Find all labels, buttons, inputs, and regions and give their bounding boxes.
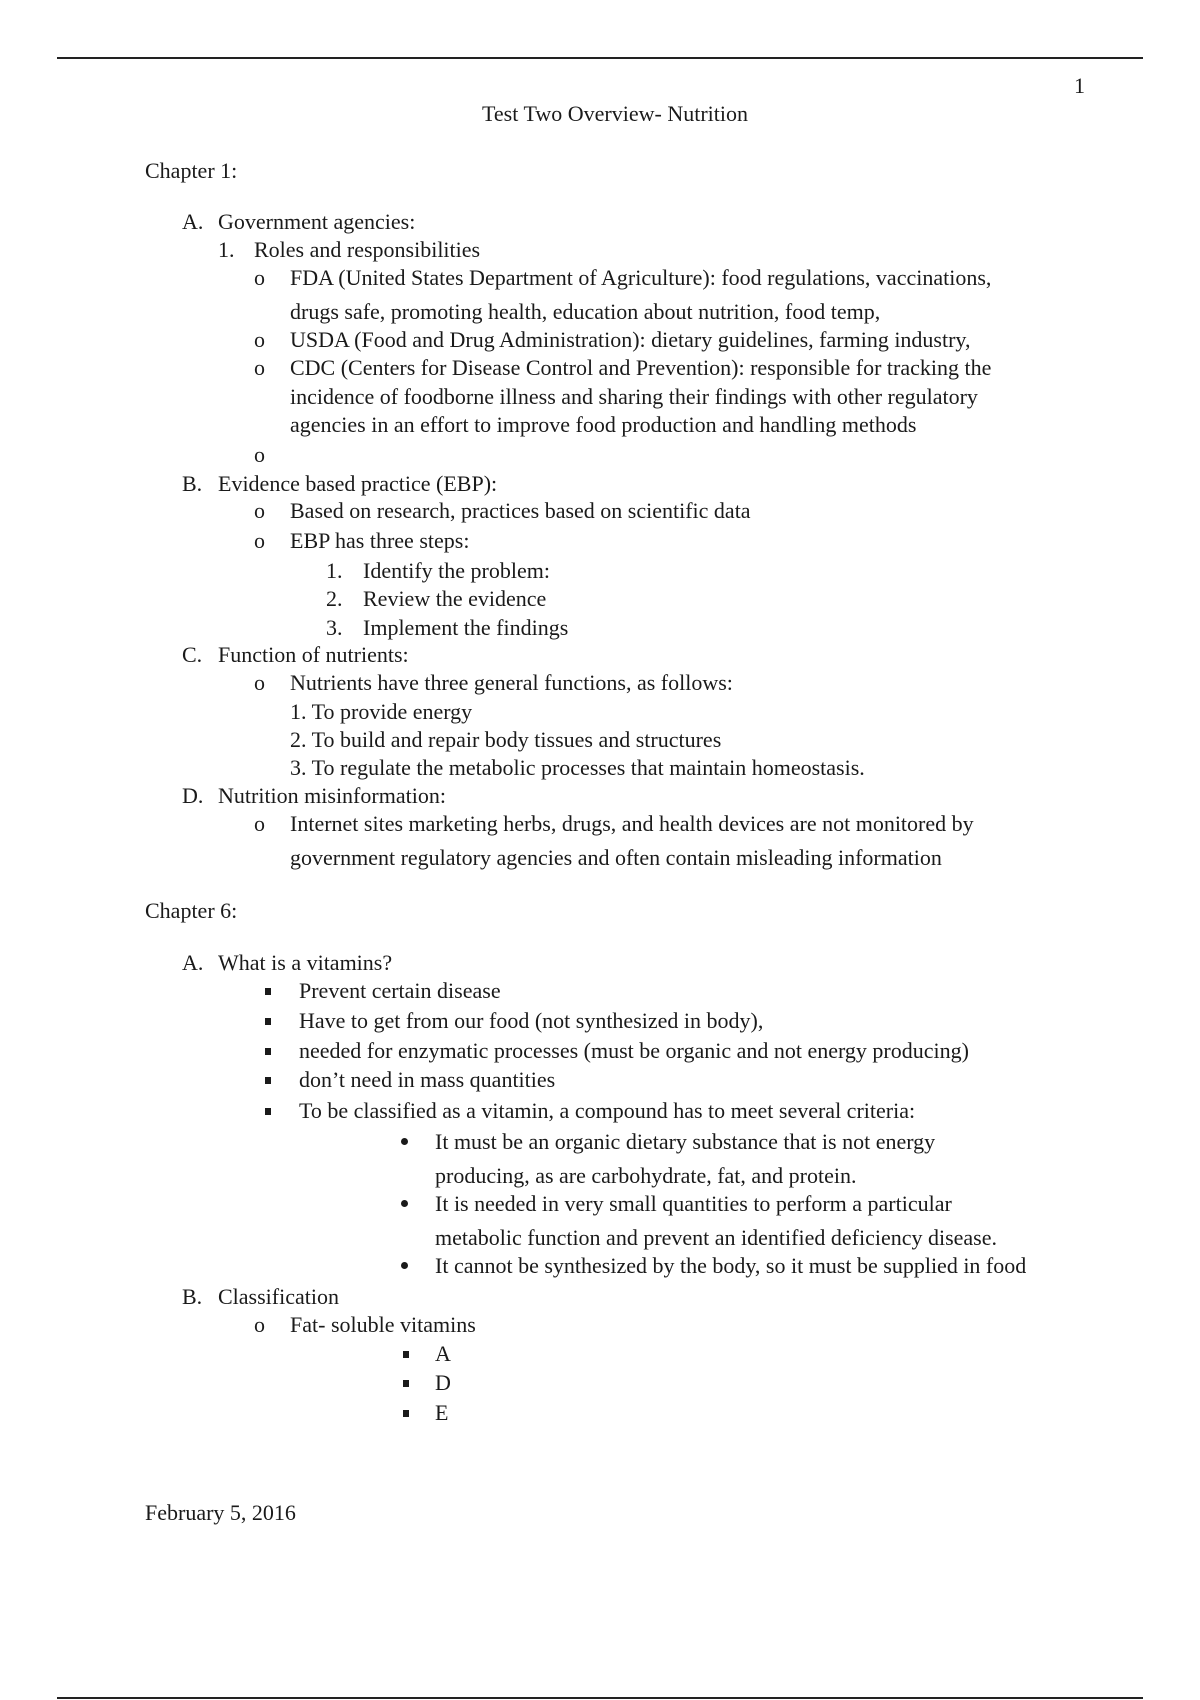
list-item: USDA (Food and Drug Administration): dietary guidelines, farming industry,	[290, 327, 971, 352]
list-item: metabolic function and prevent an identified deficiency disease.	[435, 1225, 997, 1250]
list-item: FDA (United States Department of Agriculture): food regulations, vaccinations,	[290, 265, 992, 290]
bullet-marker: o	[254, 528, 265, 553]
page-number: 1	[1074, 73, 1085, 98]
list-marker: 1.	[218, 237, 235, 262]
round-bullet-icon	[401, 1200, 408, 1207]
list-marker: A.	[182, 950, 204, 975]
list-item: Fat- soluble vitamins	[290, 1312, 476, 1337]
square-bullet-icon	[265, 1018, 271, 1025]
step-marker: 3.	[326, 615, 343, 640]
header-rule	[57, 57, 1143, 59]
square-bullet-icon	[265, 1048, 271, 1055]
document-title: Test Two Overview- Nutrition	[482, 101, 748, 126]
list-item: Nutrients have three general functions, as follows:	[290, 670, 733, 695]
list-item: It cannot be synthesized by the body, so it must be supplied in food	[435, 1253, 1027, 1278]
list-item: It is needed in very small quantities to perform a particular	[435, 1191, 952, 1216]
bullet-marker: o	[254, 1312, 265, 1337]
bullet-marker: o	[254, 811, 265, 836]
list-item: drugs safe, promoting health, education about nutrition, food temp,	[290, 299, 881, 324]
bullet-marker: o	[254, 265, 265, 290]
list-item: E	[435, 1400, 449, 1425]
section-heading: Function of nutrients:	[218, 642, 409, 667]
list-item: Review the evidence	[363, 586, 547, 611]
list-item: don’t need in mass quantities	[299, 1067, 556, 1092]
list-marker: D.	[182, 783, 204, 808]
list-item: Based on research, practices based on scientific data	[290, 498, 751, 523]
list-marker: C.	[182, 642, 203, 667]
footer-rule	[57, 1697, 1143, 1699]
list-marker: B.	[182, 1284, 203, 1309]
square-bullet-icon	[403, 1380, 409, 1387]
square-bullet-icon	[265, 1077, 271, 1084]
step-marker: 1.	[326, 558, 343, 583]
bullet-marker: o	[254, 670, 265, 695]
list-item: Prevent certain disease	[299, 978, 501, 1003]
chapter-6-heading: Chapter 6:	[145, 898, 238, 923]
square-bullet-icon	[403, 1410, 409, 1417]
section-heading: Evidence based practice (EBP):	[218, 471, 498, 496]
bullet-marker: o	[254, 442, 265, 467]
bullet-marker: o	[254, 355, 265, 380]
section-heading: What is a vitamins?	[218, 950, 393, 975]
section-heading: Government agencies:	[218, 209, 416, 234]
list-item: Internet sites marketing herbs, drugs, and health devices are not monitored by	[290, 811, 974, 836]
bullet-marker: o	[254, 327, 265, 352]
subsection-heading: Roles and responsibilities	[254, 237, 481, 262]
list-item: Identify the problem:	[363, 558, 550, 583]
list-item: incidence of foodborne illness and sharing their findings with other regulatory	[290, 384, 978, 409]
square-bullet-icon	[403, 1351, 409, 1358]
round-bullet-icon	[401, 1138, 408, 1145]
list-item: government regulatory agencies and often contain misleading information	[290, 845, 942, 870]
list-item: It must be an organic dietary substance that is not energy	[435, 1129, 936, 1154]
list-marker: A.	[182, 209, 204, 234]
bullet-marker: o	[254, 498, 265, 523]
list-item: Have to get from our food (not synthesized in body),	[299, 1008, 764, 1033]
list-item: producing, as are carbohydrate, fat, and protein.	[435, 1163, 857, 1188]
list-item: To be classified as a vitamin, a compound has to meet several criteria:	[299, 1098, 916, 1123]
list-item: agencies in an effort to improve food production and handling methods	[290, 412, 917, 437]
square-bullet-icon	[265, 988, 271, 995]
list-marker: B.	[182, 471, 203, 496]
square-bullet-icon	[265, 1108, 271, 1115]
list-item: needed for enzymatic processes (must be organic and not energy producing)	[299, 1038, 969, 1063]
list-item: A	[435, 1341, 451, 1366]
section-heading: Nutrition misinformation:	[218, 783, 446, 808]
step-marker: 2.	[326, 586, 343, 611]
footer-date: February 5, 2016	[145, 1500, 296, 1525]
list-item: 3. To regulate the metabolic processes that maintain homeostasis.	[290, 755, 865, 780]
section-heading: Classification	[218, 1284, 339, 1309]
list-item: CDC (Centers for Disease Control and Prevention): responsible for tracking the	[290, 355, 992, 380]
list-item: 1. To provide energy	[290, 699, 473, 724]
list-item: EBP has three steps:	[290, 528, 470, 553]
round-bullet-icon	[401, 1262, 408, 1269]
list-item: D	[435, 1370, 451, 1395]
list-item: Implement the findings	[363, 615, 569, 640]
chapter-1-heading: Chapter 1:	[145, 158, 238, 183]
list-item: 2. To build and repair body tissues and structures	[290, 727, 722, 752]
